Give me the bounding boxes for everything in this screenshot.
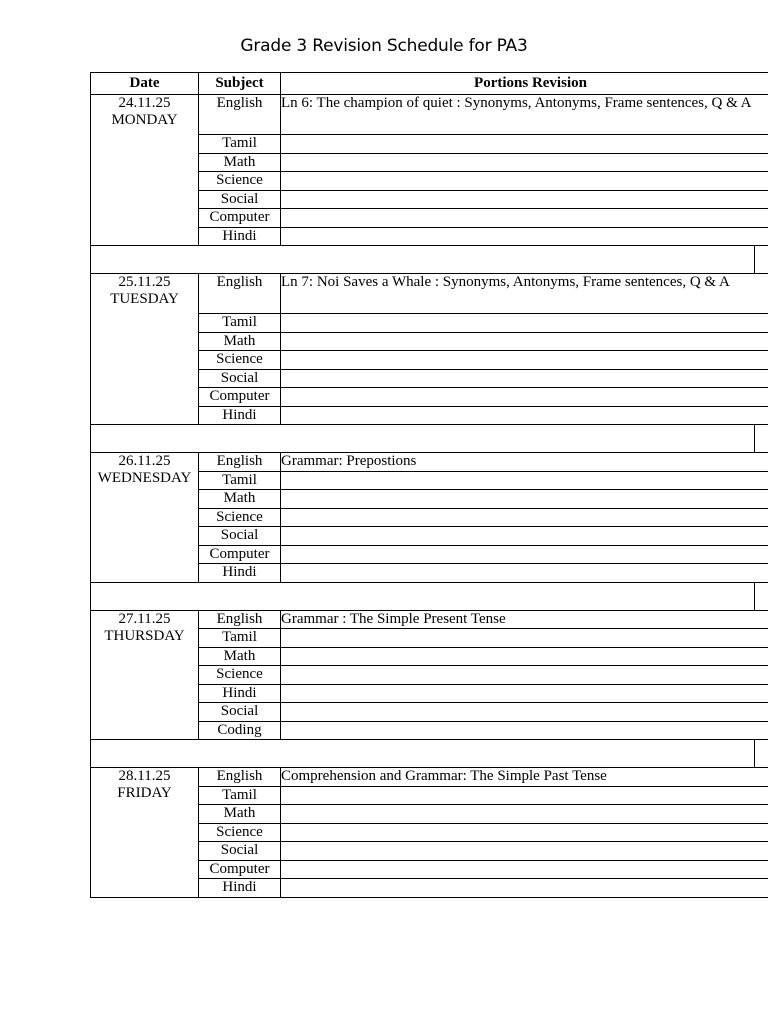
day-name: MONDAY xyxy=(111,112,178,128)
subject-cell: Social xyxy=(199,369,281,388)
portion-cell xyxy=(281,314,768,333)
date-value: 25.11.25 xyxy=(118,274,171,290)
subject-cell: English xyxy=(199,610,281,629)
separator-row xyxy=(91,246,768,274)
table-row xyxy=(91,768,768,787)
separator-cell xyxy=(91,425,768,453)
separator-cell xyxy=(91,740,768,768)
day-name: TUESDAY xyxy=(110,291,179,307)
subject-cell: Math xyxy=(199,805,281,824)
portion-cell xyxy=(281,842,768,861)
portion-cell xyxy=(281,508,768,527)
day-name: THURSDAY xyxy=(104,627,185,644)
subject-cell: English xyxy=(199,768,281,787)
portion-cell xyxy=(281,564,768,583)
portion-cell xyxy=(281,135,768,154)
subject-cell: English xyxy=(199,274,281,314)
separator-divider xyxy=(754,425,755,452)
portion-cell xyxy=(281,786,768,805)
portion-cell xyxy=(281,227,768,246)
separator-divider xyxy=(754,740,755,767)
date-cell xyxy=(91,274,199,425)
portion-cell xyxy=(281,684,768,703)
portion-cell: Grammar: Prepostions xyxy=(281,453,768,472)
table-row xyxy=(91,274,768,314)
separator-cell xyxy=(91,246,768,274)
date-value: 26.11.25 xyxy=(118,453,171,469)
subject-cell: Science xyxy=(199,351,281,370)
subject-cell: Hindi xyxy=(199,406,281,425)
portion-cell xyxy=(281,406,768,425)
subject-cell: Science xyxy=(199,666,281,685)
portion-cell xyxy=(281,172,768,191)
subject-cell: Tamil xyxy=(199,471,281,490)
revision-schedule-table xyxy=(90,72,768,898)
date-value: 27.11.25 xyxy=(118,610,171,627)
subject-cell: Hindi xyxy=(199,879,281,898)
subject-cell: Social xyxy=(199,842,281,861)
portion-cell xyxy=(281,860,768,879)
portion-cell xyxy=(281,332,768,351)
portion-cell xyxy=(281,629,768,648)
subject-cell: Science xyxy=(199,172,281,191)
subject-cell: Math xyxy=(199,153,281,172)
date-cell xyxy=(91,453,199,583)
subject-cell: Social xyxy=(199,527,281,546)
date-cell xyxy=(91,95,199,246)
subject-cell: Computer xyxy=(199,860,281,879)
portion-cell xyxy=(281,527,768,546)
subject-cell: English xyxy=(199,453,281,472)
subject-cell: Social xyxy=(199,703,281,722)
subject-cell: Computer xyxy=(199,388,281,407)
date-value: 24.11.25 xyxy=(118,95,171,111)
subject-cell: Social xyxy=(199,190,281,209)
subject-cell: Tamil xyxy=(199,135,281,154)
portion-cell xyxy=(281,153,768,172)
portion-cell: Grammar : The Simple Present Tense xyxy=(281,610,768,629)
subject-cell: Computer xyxy=(199,545,281,564)
table-row xyxy=(91,95,768,135)
separator-row xyxy=(91,582,768,610)
subject-cell: Tamil xyxy=(199,314,281,333)
subject-cell: Science xyxy=(199,823,281,842)
subject-cell: Tamil xyxy=(199,629,281,648)
portion-cell xyxy=(281,703,768,722)
portion-cell xyxy=(281,209,768,228)
portion-cell: Ln 6: The champion of quiet : Synonyms, Antonyms, Frame sentences, Q & A xyxy=(281,95,768,135)
portion-cell xyxy=(281,647,768,666)
portion-cell: Comprehension and Grammar: The Simple Past Tense xyxy=(281,768,768,787)
portion-cell: Ln 7: Noi Saves a Whale : Synonyms, Antonyms, Frame sentences, Q & A xyxy=(281,274,768,314)
document-title: Grade 3 Revision Schedule for PA3 xyxy=(240,36,528,56)
subject-cell: Hindi xyxy=(199,684,281,703)
portion-cell xyxy=(281,471,768,490)
day-name: FRIDAY xyxy=(117,785,172,801)
portion-cell xyxy=(281,369,768,388)
subject-cell: Computer xyxy=(199,209,281,228)
portion-cell xyxy=(281,721,768,740)
table-row xyxy=(91,453,768,472)
subject-cell: Coding xyxy=(199,721,281,740)
subject-cell: Math xyxy=(199,647,281,666)
subject-cell: Math xyxy=(199,490,281,509)
header-date: Date xyxy=(91,73,199,95)
subject-cell: English xyxy=(199,95,281,135)
header-subject: Subject xyxy=(199,73,281,95)
date-value: 28.11.25 xyxy=(118,768,171,784)
subject-cell: Tamil xyxy=(199,786,281,805)
date-cell xyxy=(91,610,199,740)
subject-cell: Hindi xyxy=(199,564,281,583)
separator-divider xyxy=(754,246,755,273)
subject-cell: Math xyxy=(199,332,281,351)
portion-cell xyxy=(281,805,768,824)
date-cell xyxy=(91,768,199,898)
portion-cell xyxy=(281,545,768,564)
header-portions: Portions Revision xyxy=(281,73,768,95)
separator-divider xyxy=(754,583,755,610)
portion-cell xyxy=(281,490,768,509)
day-name: WEDNESDAY xyxy=(97,470,192,486)
portion-cell xyxy=(281,351,768,370)
subject-cell: Hindi xyxy=(199,227,281,246)
portion-cell xyxy=(281,388,768,407)
separator-row xyxy=(91,740,768,768)
separator-row xyxy=(91,425,768,453)
schedule-body xyxy=(91,95,768,898)
header-row xyxy=(91,73,768,95)
portion-cell xyxy=(281,823,768,842)
separator-cell xyxy=(91,582,768,610)
portion-cell xyxy=(281,666,768,685)
portion-cell xyxy=(281,190,768,209)
portion-cell xyxy=(281,879,768,898)
subject-cell: Science xyxy=(199,508,281,527)
table-row xyxy=(91,610,768,629)
